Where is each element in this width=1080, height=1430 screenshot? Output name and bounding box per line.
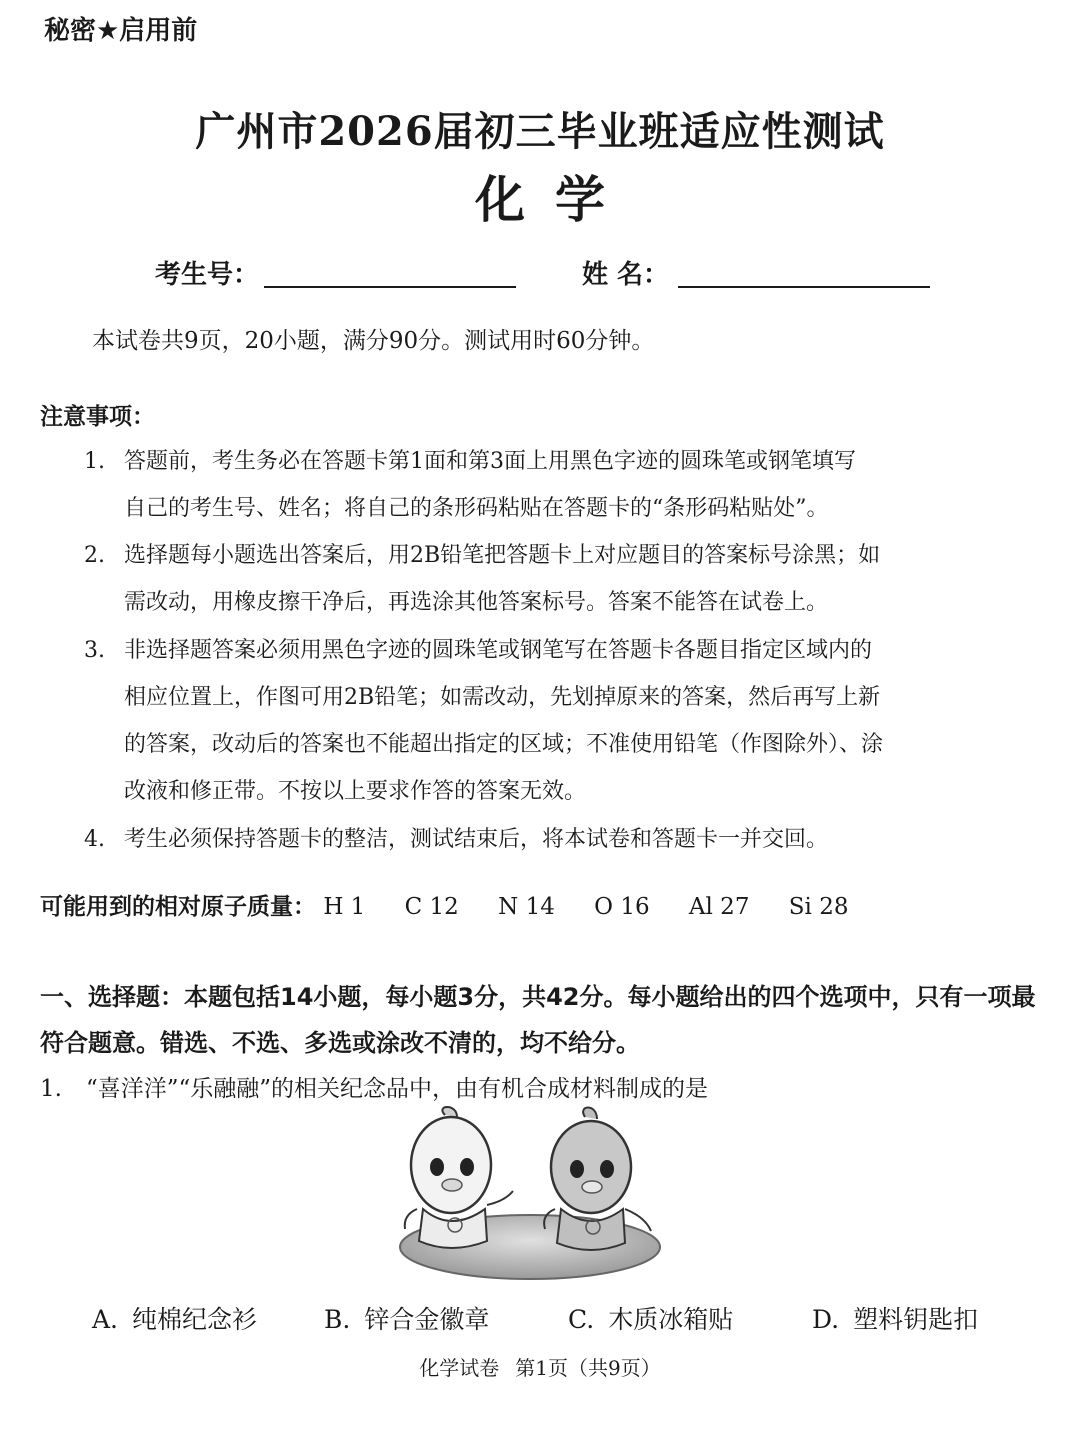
option-c — [568, 1300, 733, 1336]
exam-intro: 本试卷共9页，20小题，满分90分。测试用时60分钟。 — [92, 328, 655, 354]
notice-item-line: 自己的考生号、姓名；将自己的条形码粘贴在答题卡的“条形码粘贴处”。 — [124, 496, 829, 521]
notice-item-line: 考生必须保持答题卡的整洁，测试结束后，将本试卷和答题卡一并交回。 — [124, 827, 829, 852]
option-d — [812, 1300, 978, 1336]
confidential-label: 秘密★启用前 — [44, 16, 198, 46]
notice-item-number: 3. — [84, 638, 105, 663]
option-text: 木质冰箱贴 — [608, 1305, 734, 1334]
section-one-heading: 一、选择题：本题包括14小题，每小题3分，共42分。每小题给出的四个选项中，只有一项最符合题意。错选、不选、多选或涂改不清的，均不给分。 — [40, 983, 1036, 1057]
exam-number-label: 考生号： — [155, 260, 260, 290]
atomic-mass-value: Al 27 — [688, 894, 750, 920]
notice-title: 注意事项： — [40, 404, 155, 430]
question-text: “喜洋洋”“乐融融”的相关纪念品中，由有机合成材料制成的是 — [85, 1076, 708, 1102]
option-key: A. — [92, 1305, 119, 1334]
atomic-mass-value: N 14 — [498, 894, 555, 920]
notice-item-line: 相应位置上，作图可用2B铅笔；如需改动，先划掉原来的答案，然后再写上新 — [124, 685, 881, 710]
notice-item-line: 改液和修正带。不按以上要求作答的答案无效。 — [124, 779, 587, 804]
notice-item-number: 4. — [84, 827, 105, 852]
notice-item-line: 需改动，用橡皮擦干净后，再选涂其他答案标号。答案不能答在试卷上。 — [124, 590, 829, 615]
atomic-mass-value: C 12 — [404, 894, 459, 920]
atomic-masses — [40, 888, 880, 921]
option-text: 塑料钥匙扣 — [853, 1305, 979, 1334]
atomic-mass-value: O 16 — [594, 894, 650, 920]
notice-item-line: 答题前，考生务必在答题卡第1面和第3面上用黑色字迹的圆珠笔或钢笔填写 — [124, 449, 856, 474]
notice-item-line: 的答案，改动后的答案也不能超出指定的区域；不准使用铅笔（作图除外）、涂 — [124, 732, 884, 757]
option-a — [92, 1300, 257, 1336]
atomic-masses-label: 可能用到的相对原子质量： — [40, 894, 316, 920]
exam-number-blank[interactable] — [264, 286, 516, 288]
option-key: D. — [812, 1305, 840, 1334]
atomic-mass-value: Si 28 — [788, 894, 849, 920]
notice-item-line: 非选择题答案必须用黑色字迹的圆珠笔或钢笔写在答题卡各题目指定区域内的 — [124, 638, 873, 663]
notice-item-line: 选择题每小题选出答案后，用2B铅笔把答题卡上对应题目的答案标号涂黑；如 — [124, 543, 881, 568]
atomic-mass-value: H 1 — [323, 894, 366, 920]
mascot-illustration — [395, 1105, 665, 1285]
question-1-stem — [40, 1070, 708, 1103]
option-key: C. — [568, 1305, 595, 1334]
option-b — [324, 1300, 489, 1336]
subject-title: 化学 — [475, 170, 635, 229]
exam-title: 广州市2026届初三毕业班适应性测试 — [195, 108, 885, 155]
question-number: 1. — [40, 1076, 62, 1102]
name-label: 姓 名： — [582, 260, 670, 290]
option-text: 锌合金徽章 — [364, 1305, 490, 1334]
notice-item-number: 2. — [84, 543, 105, 568]
name-blank[interactable] — [678, 286, 930, 288]
footer-subject: 化学试卷 — [419, 1356, 500, 1380]
option-text: 纯棉纪念衫 — [132, 1305, 258, 1334]
page-footer — [0, 1352, 1080, 1381]
notice-item-number: 1. — [84, 449, 105, 474]
option-key: B. — [324, 1305, 351, 1334]
footer-page: 第1页（共9页） — [515, 1356, 661, 1380]
